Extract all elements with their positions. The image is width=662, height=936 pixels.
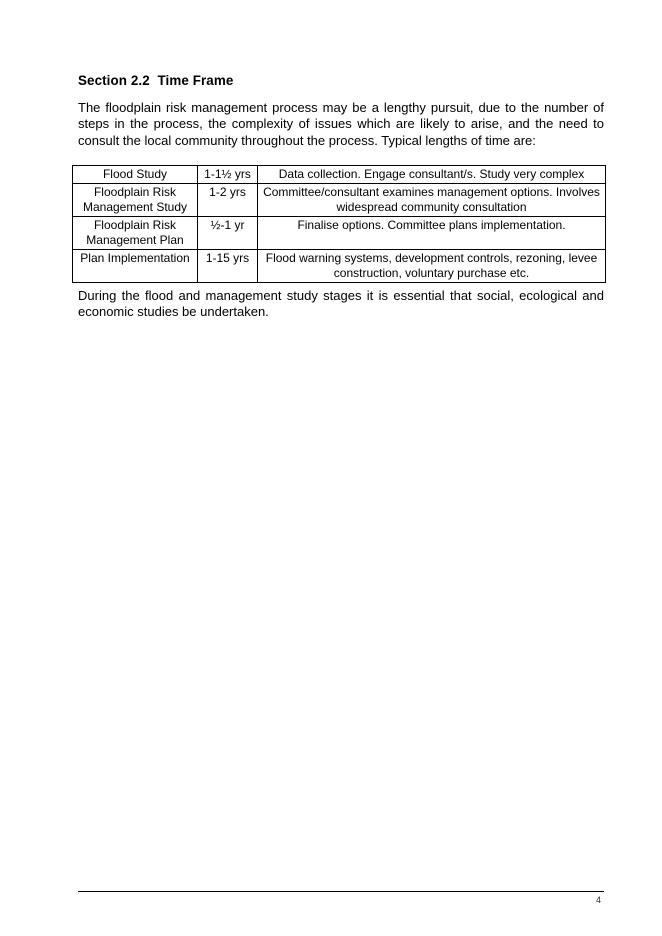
page-number: 4: [595, 895, 601, 905]
description-cell: Finalise options. Committee plans implementation.: [258, 216, 606, 249]
stage-cell: Floodplain Risk Management Plan: [73, 216, 198, 249]
table-row: [73, 216, 606, 249]
table-row: [73, 166, 606, 184]
stage-cell: Floodplain Risk Management Study: [73, 183, 198, 216]
duration-cell: 1-1½ yrs: [198, 166, 258, 184]
stage-cell: Plan Implementation: [73, 249, 198, 282]
description-cell: Data collection. Engage consultant/s. Study very complex: [258, 166, 606, 184]
timeframe-table: [72, 165, 606, 283]
footer-divider: [78, 891, 604, 892]
table-row: [73, 183, 606, 216]
stage-cell: Flood Study: [73, 166, 198, 184]
table-row: [73, 249, 606, 282]
description-cell: Flood warning systems, development controls, rezoning, levee construction, voluntary purchase etc.: [258, 249, 606, 282]
closing-paragraph: During the flood and management study stages it is essential that social, ecological and economic studies be undertaken.: [78, 288, 604, 320]
description-cell: Committee/consultant examines management options. Involves widespread community consultation: [258, 183, 606, 216]
section-number: Section 2.2: [78, 73, 150, 88]
duration-cell: ½-1 yr: [198, 216, 258, 249]
intro-paragraph: The floodplain risk management process may be a lengthy pursuit, due to the number of steps in the process, the complexity of issues which are likely to arise, and the need to consult the local community throughout the process. Typical lengths of time are:: [78, 100, 604, 148]
duration-cell: 1-2 yrs: [198, 183, 258, 216]
duration-cell: 1-15 yrs: [198, 249, 258, 282]
section-heading: [78, 73, 233, 88]
section-title: Time Frame: [157, 73, 234, 88]
